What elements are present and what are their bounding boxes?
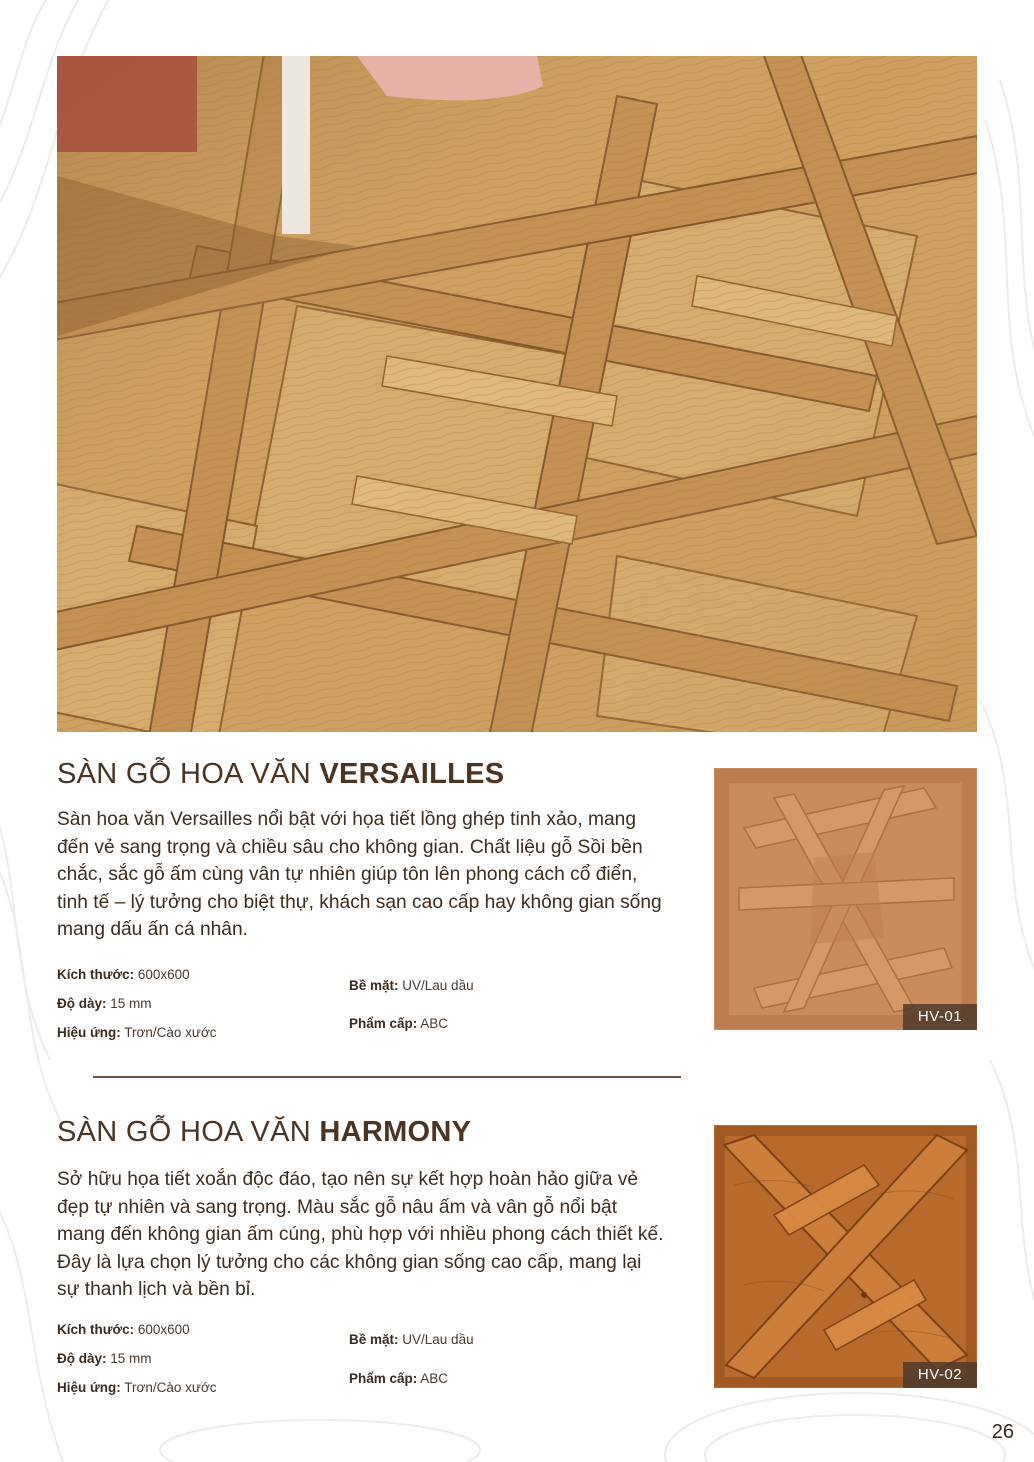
spec-thickness-label: Độ dày:	[57, 996, 107, 1011]
spec-surface-value: UV/Lau dầu	[402, 1332, 474, 1347]
spec-effect-value: Trơn/Cào xước	[124, 1380, 217, 1395]
spec-surface-label: Bề mặt:	[349, 1332, 399, 1347]
product-description-harmony: Sở hữu họa tiết xoắn độc đáo, tạo nên sự kết hợp hoàn hảo giữa vẻ đẹp tự nhiên và sang trọng. Màu sắc gỗ nâu ấm và vân gỗ nổi bật mang đến không gian ấm cúng, phù hợp với nhiều phong cách thiết kế. Đây là lựa chọn lý tưởng cho các không gian sống cao cấp, mang lại sự thanh lịch và bền bỉ.	[57, 1169, 664, 1300]
product-code-badge: HV-01	[903, 1004, 977, 1030]
spec-grade-label: Phẩm cấp:	[349, 1371, 418, 1386]
spec-surface-label: Bề mặt:	[349, 978, 399, 993]
product-code-badge: HV-02	[903, 1362, 977, 1388]
spec-grade-label: Phẩm cấp:	[349, 1016, 418, 1031]
spec-size	[57, 1322, 190, 1337]
spec-thickness-label: Độ dày:	[57, 1351, 107, 1366]
spec-size-value: 600x600	[137, 1322, 190, 1337]
product-title-prefix: SÀN GỖ HOA VĂN	[57, 1116, 311, 1148]
spec-surface-value: UV/Lau dầu	[402, 978, 474, 993]
spec-thickness-value: 15 mm	[110, 1351, 152, 1366]
spec-size-value: 600x600	[137, 967, 190, 982]
spec-surface	[349, 1332, 474, 1347]
spec-surface	[349, 978, 474, 993]
product-swatch-versailles	[714, 768, 977, 1030]
spec-size	[57, 967, 190, 982]
product-title-harmony	[57, 1116, 471, 1149]
product-title-prefix: SÀN GỖ HOA VĂN	[57, 758, 311, 790]
spec-effect	[57, 1025, 217, 1040]
spec-effect-value: Trơn/Cào xước	[124, 1025, 217, 1040]
spec-grade	[349, 1016, 448, 1031]
spec-thickness	[57, 1351, 152, 1366]
spec-grade-value: ABC	[420, 1016, 449, 1031]
product-title-name: HARMONY	[319, 1116, 472, 1148]
spec-size-label: Kích thước:	[57, 1322, 135, 1337]
spec-grade	[349, 1371, 448, 1386]
product-swatch-harmony	[714, 1125, 977, 1388]
spec-thickness-value: 15 mm	[110, 996, 152, 1011]
hero-floor-photo	[57, 56, 977, 732]
product-description-versailles: Sàn hoa văn Versailles nổi bật với họa tiết lồng ghép tinh xảo, mang đến vẻ sang trọng và chiều sâu cho không gian. Chất liệu gỗ Sồi bền chắc, sắc gỗ ấm cùng vân tự nhiên giúp tôn lên phong cách cổ điển, tinh tế – lý tưởng cho biệt thự, khách sạn cao cấp hay không gian sống mang dấu ấn cá nhân.	[57, 809, 662, 940]
product-title-name: VERSAILLES	[319, 758, 505, 790]
spec-size-label: Kích thước:	[57, 967, 135, 982]
spec-grade-value: ABC	[420, 1371, 449, 1386]
section-divider	[93, 1076, 681, 1078]
spec-effect	[57, 1380, 217, 1395]
spec-effect-label: Hiệu ứng:	[57, 1380, 121, 1395]
spec-thickness	[57, 996, 152, 1011]
product-title-versailles	[57, 758, 504, 791]
page-number: 26	[991, 1421, 1014, 1443]
spec-effect-label: Hiệu ứng:	[57, 1025, 121, 1040]
